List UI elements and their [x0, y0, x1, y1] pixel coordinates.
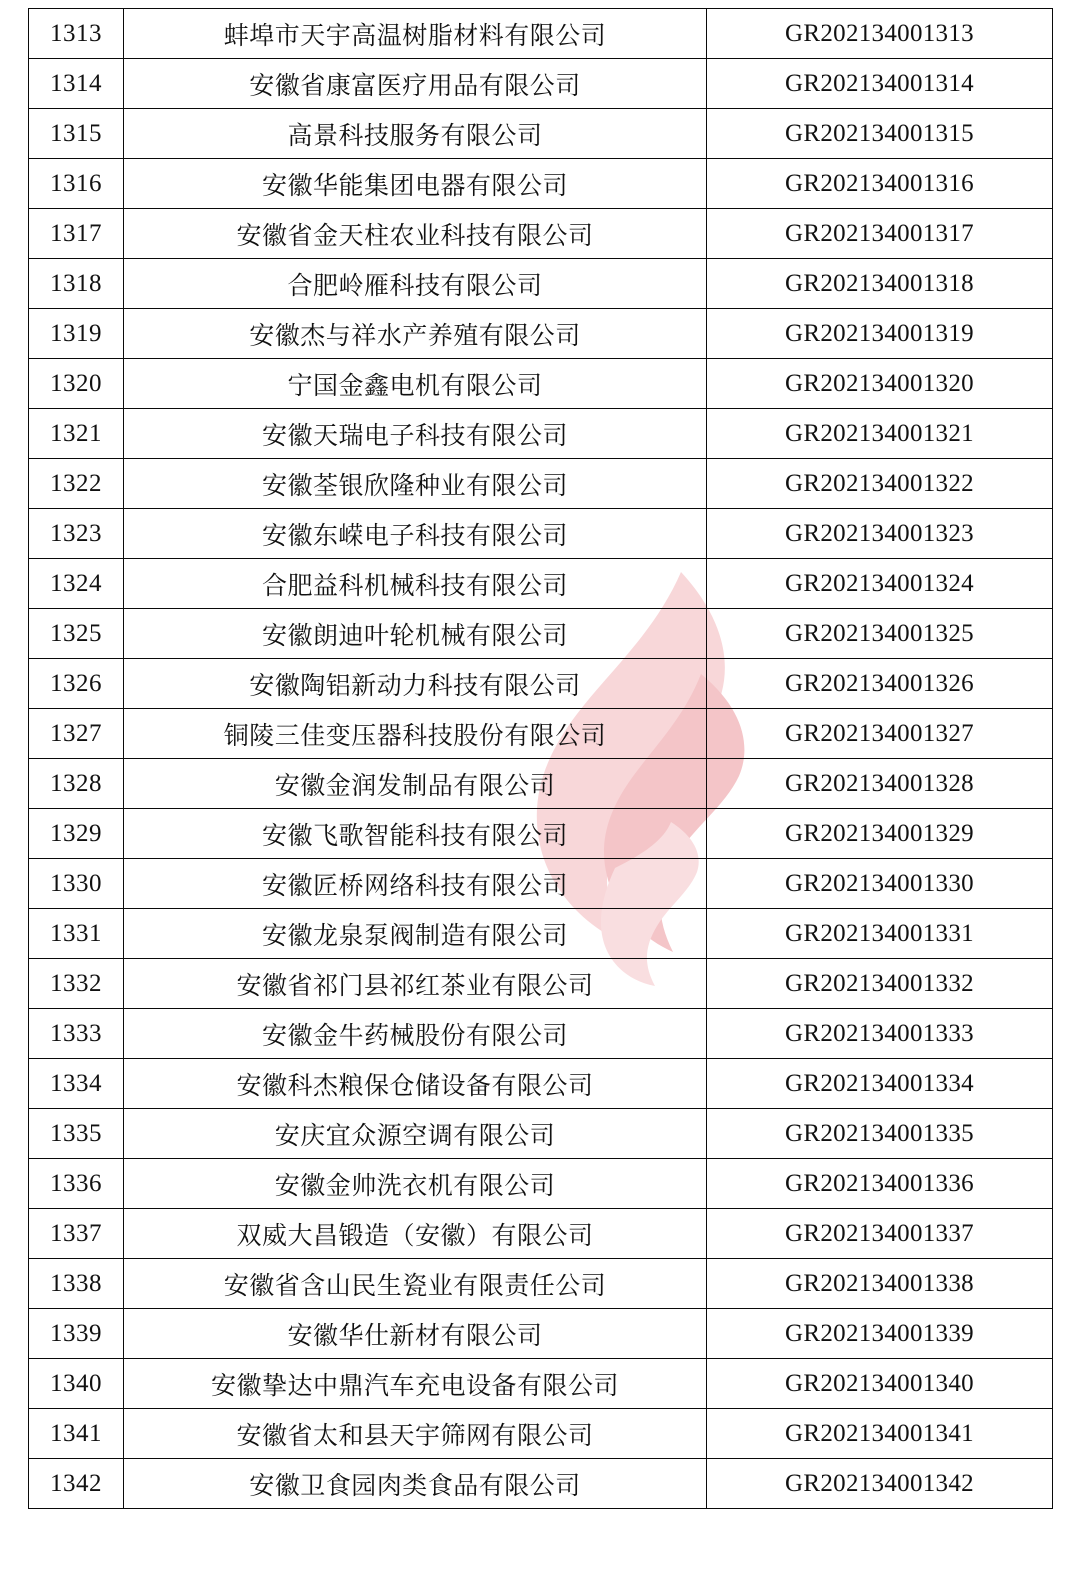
- row-enterprise-name: 高景科技服务有限公司: [124, 109, 707, 159]
- row-enterprise-name: 铜陵三佳变压器科技股份有限公司: [124, 709, 707, 759]
- row-enterprise-name: 安徽省含山民生瓷业有限责任公司: [124, 1259, 707, 1309]
- row-index: 1340: [29, 1359, 124, 1409]
- row-index: 1313: [29, 9, 124, 59]
- table-row: [29, 109, 1053, 159]
- table-body: [29, 9, 1053, 1509]
- table-row: [29, 559, 1053, 609]
- row-certificate-code: GR202134001332: [707, 959, 1053, 1009]
- row-certificate-code: GR202134001330: [707, 859, 1053, 909]
- table-row: [29, 309, 1053, 359]
- row-certificate-code: GR202134001327: [707, 709, 1053, 759]
- table-row: [29, 209, 1053, 259]
- row-index: 1321: [29, 409, 124, 459]
- row-certificate-code: GR202134001336: [707, 1159, 1053, 1209]
- row-certificate-code: GR202134001323: [707, 509, 1053, 559]
- row-enterprise-name: 安徽金牛药械股份有限公司: [124, 1009, 707, 1059]
- row-index: 1324: [29, 559, 124, 609]
- row-certificate-code: GR202134001319: [707, 309, 1053, 359]
- row-enterprise-name: 安徽省金天柱农业科技有限公司: [124, 209, 707, 259]
- row-index: 1333: [29, 1009, 124, 1059]
- row-index: 1328: [29, 759, 124, 809]
- row-certificate-code: GR202134001314: [707, 59, 1053, 109]
- row-enterprise-name: 双威大昌锻造（安徽）有限公司: [124, 1209, 707, 1259]
- table-row: [29, 609, 1053, 659]
- row-index: 1317: [29, 209, 124, 259]
- row-enterprise-name: 宁国金鑫电机有限公司: [124, 359, 707, 409]
- row-index: 1338: [29, 1259, 124, 1309]
- row-enterprise-name: 合肥益科机械科技有限公司: [124, 559, 707, 609]
- table-row: [29, 809, 1053, 859]
- row-certificate-code: GR202134001318: [707, 259, 1053, 309]
- row-certificate-code: GR202134001333: [707, 1009, 1053, 1059]
- document-page: [0, 8, 1080, 1569]
- row-enterprise-name: 安徽挚达中鼎汽车充电设备有限公司: [124, 1359, 707, 1409]
- table-row: [29, 1109, 1053, 1159]
- row-certificate-code: GR202134001338: [707, 1259, 1053, 1309]
- table-row: [29, 1059, 1053, 1109]
- row-enterprise-name: 安徽省太和县天宇筛网有限公司: [124, 1409, 707, 1459]
- row-certificate-code: GR202134001342: [707, 1459, 1053, 1509]
- row-enterprise-name: 安徽朗迪叶轮机械有限公司: [124, 609, 707, 659]
- table-row: [29, 859, 1053, 909]
- row-index: 1318: [29, 259, 124, 309]
- table-row: [29, 159, 1053, 209]
- row-enterprise-name: 安徽天瑞电子科技有限公司: [124, 409, 707, 459]
- row-enterprise-name: 安徽科杰粮保仓储设备有限公司: [124, 1059, 707, 1109]
- table-row: [29, 1409, 1053, 1459]
- row-index: 1339: [29, 1309, 124, 1359]
- row-enterprise-name: 安徽省康富医疗用品有限公司: [124, 59, 707, 109]
- row-enterprise-name: 安徽东嵘电子科技有限公司: [124, 509, 707, 559]
- row-index: 1342: [29, 1459, 124, 1509]
- row-index: 1336: [29, 1159, 124, 1209]
- row-certificate-code: GR202134001335: [707, 1109, 1053, 1159]
- table-row: [29, 1159, 1053, 1209]
- row-certificate-code: GR202134001334: [707, 1059, 1053, 1109]
- row-certificate-code: GR202134001322: [707, 459, 1053, 509]
- table-row: [29, 959, 1053, 1009]
- row-index: 1332: [29, 959, 124, 1009]
- table-row: [29, 759, 1053, 809]
- row-certificate-code: GR202134001340: [707, 1359, 1053, 1409]
- row-certificate-code: GR202134001337: [707, 1209, 1053, 1259]
- row-index: 1316: [29, 159, 124, 209]
- row-enterprise-name: 安徽卫食园肉类食品有限公司: [124, 1459, 707, 1509]
- row-certificate-code: GR202134001324: [707, 559, 1053, 609]
- row-index: 1325: [29, 609, 124, 659]
- row-enterprise-name: 安徽省祁门县祁红茶业有限公司: [124, 959, 707, 1009]
- enterprise-certificate-table: [28, 8, 1053, 1509]
- table-row: [29, 409, 1053, 459]
- row-enterprise-name: 安徽华能集团电器有限公司: [124, 159, 707, 209]
- table-row: [29, 259, 1053, 309]
- row-enterprise-name: 安徽飞歌智能科技有限公司: [124, 809, 707, 859]
- row-index: 1341: [29, 1409, 124, 1459]
- row-index: 1315: [29, 109, 124, 159]
- row-certificate-code: GR202134001341: [707, 1409, 1053, 1459]
- row-enterprise-name: 安徽匠桥网络科技有限公司: [124, 859, 707, 909]
- row-index: 1320: [29, 359, 124, 409]
- row-index: 1337: [29, 1209, 124, 1259]
- row-index: 1329: [29, 809, 124, 859]
- table-row: [29, 709, 1053, 759]
- table-row: [29, 1259, 1053, 1309]
- table-row: [29, 1459, 1053, 1509]
- row-enterprise-name: 安徽陶铝新动力科技有限公司: [124, 659, 707, 709]
- row-certificate-code: GR202134001320: [707, 359, 1053, 409]
- row-certificate-code: GR202134001316: [707, 159, 1053, 209]
- row-certificate-code: GR202134001313: [707, 9, 1053, 59]
- row-certificate-code: GR202134001329: [707, 809, 1053, 859]
- row-enterprise-name: 蚌埠市天宇高温树脂材料有限公司: [124, 9, 707, 59]
- table-row: [29, 9, 1053, 59]
- table-row: [29, 59, 1053, 109]
- row-enterprise-name: 合肥岭雁科技有限公司: [124, 259, 707, 309]
- row-enterprise-name: 安徽杰与祥水产养殖有限公司: [124, 309, 707, 359]
- row-enterprise-name: 安徽荃银欣隆种业有限公司: [124, 459, 707, 509]
- row-certificate-code: GR202134001326: [707, 659, 1053, 709]
- row-index: 1335: [29, 1109, 124, 1159]
- table-row: [29, 1309, 1053, 1359]
- row-certificate-code: GR202134001317: [707, 209, 1053, 259]
- row-index: 1334: [29, 1059, 124, 1109]
- row-index: 1326: [29, 659, 124, 709]
- row-certificate-code: GR202134001339: [707, 1309, 1053, 1359]
- row-index: 1319: [29, 309, 124, 359]
- table-row: [29, 909, 1053, 959]
- row-certificate-code: GR202134001325: [707, 609, 1053, 659]
- row-index: 1314: [29, 59, 124, 109]
- table-row: [29, 1009, 1053, 1059]
- row-index: 1323: [29, 509, 124, 559]
- row-certificate-code: GR202134001315: [707, 109, 1053, 159]
- row-enterprise-name: 安庆宜众源空调有限公司: [124, 1109, 707, 1159]
- table-row: [29, 1359, 1053, 1409]
- table-row: [29, 359, 1053, 409]
- row-index: 1322: [29, 459, 124, 509]
- row-certificate-code: GR202134001328: [707, 759, 1053, 809]
- table-row: [29, 459, 1053, 509]
- row-index: 1331: [29, 909, 124, 959]
- row-enterprise-name: 安徽金润发制品有限公司: [124, 759, 707, 809]
- table-row: [29, 659, 1053, 709]
- row-index: 1330: [29, 859, 124, 909]
- row-certificate-code: GR202134001331: [707, 909, 1053, 959]
- row-enterprise-name: 安徽金帅洗衣机有限公司: [124, 1159, 707, 1209]
- table-row: [29, 509, 1053, 559]
- row-enterprise-name: 安徽龙泉泵阀制造有限公司: [124, 909, 707, 959]
- row-index: 1327: [29, 709, 124, 759]
- row-certificate-code: GR202134001321: [707, 409, 1053, 459]
- table-row: [29, 1209, 1053, 1259]
- row-enterprise-name: 安徽华仕新材有限公司: [124, 1309, 707, 1359]
